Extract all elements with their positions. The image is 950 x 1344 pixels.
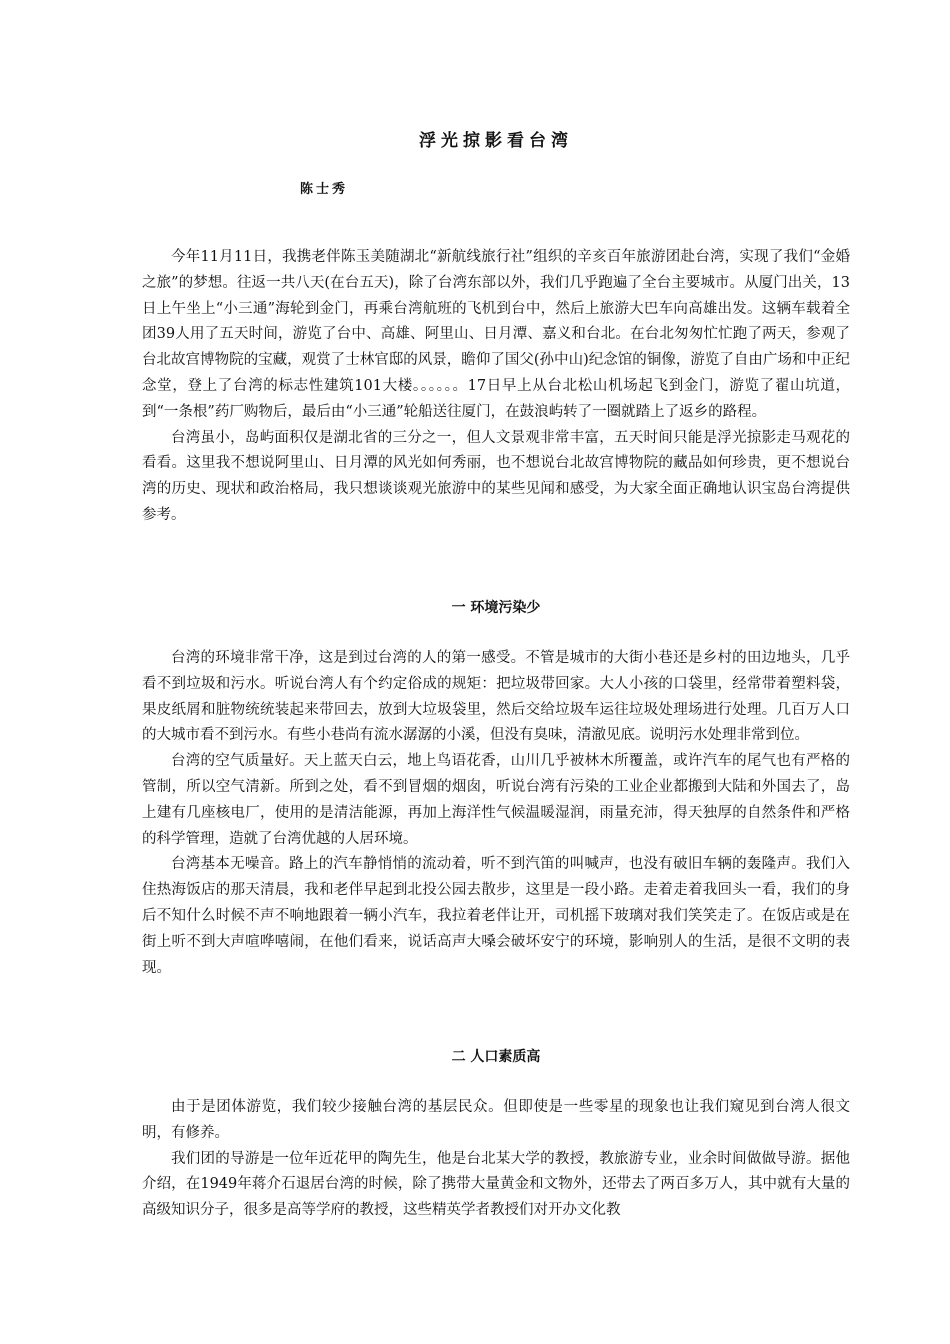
paragraph: 我们团的导游是一位年近花甲的陶先生，他是台北某大学的教授，教旅游专业，业余时间做做导游。据他介绍，在1949年蒋介石退居台湾的时候，除了携带大量黄金和文物外，还带去了两百多万人，其中就有大量的高级知识分子，很多是高等学府的教授，这些精英学者教授们对开办文化教 — [142, 1150, 850, 1219]
paragraph: 台湾的空气质量好。天上蓝天白云，地上鸟语花香，山川几乎被林木所覆盖，或许汽车的尾气也有严格的管制，所以空气清新。所到之处，看不到冒烟的烟囱，听说台湾有污染的工业企业都搬到大陆和外国去了，岛上建有几座核电厂，使用的是清洁能源，再加上海洋性气候温暖湿润，雨量充沛，得天独厚的自然条件和严格的科学管理，造就了台湾优越的人居环境。 — [142, 753, 850, 847]
paragraph: 台湾虽小，岛屿面积仅是湖北省的三分之一，但人文景观非常丰富，五天时间只能是浮光掠影走马观花的看看。这里我不想说阿里山、日月潭的风光如何秀丽，也不想说台北故宫博物院的藏品如何珍贵，更不想说台湾的历史、现状和政治格局，我只想谈谈观光旅游中的某些见闻和感受，为大家全面正确地认识宝岛台湾提供参考。 — [142, 429, 850, 523]
author-name: 陈士秀 — [300, 182, 349, 197]
paragraph: 今年11月11日，我携老伴陈玉美随湖北“新航线旅行社”组织的辛亥百年旅游团赴台湾，实现了我们“金婚之旅”的梦想。往返一共八天(在台五天)，除了台湾东部以外，我们几乎跑遍了全台主要城市。从厦门出关，13日上午坐上“小三通”海轮到金门，再乘台湾航班的飞机到台中，然后上旅游大巴车向高雄出发。这辆车载着全团39人用了五天时间，游览了台中、高雄、阿里山、日月潭、嘉义和台北。在台北匆匆忙忙跑了两天，参观了台北故宫博物院的宝藏，观赏了士林官邸的风景，瞻仰了国父(孙中山)纪念馆的铜像，游览了自由广场和中正纪念堂，登上了台湾的标志性建筑101大楼。。。。。。17日早上从台北松山机场起飞到金门，游览了翟山坑道，到“一条根”药厂购物后，最后由“小三通”轮船送往厦门，在鼓浪屿转了一圈就踏上了返乡的路程。 — [142, 249, 850, 420]
section-population — [142, 1095, 850, 1224]
paragraph: 台湾基本无噪音。路上的汽车静悄悄的流动着，听不到汽笛的叫喊声，也没有破旧车辆的轰隆声。我们入住热海饭店的那天清晨，我和老伴早起到北投公园去散步，这里是一段小路。走着走着我回头一看，我们的身后不知什么时候不声不响地跟着一辆小汽车，我拉着老伴让开，司机摇下玻璃对我们笑笑走了。在饭店或是在街上听不到大声喧哗嘻闹，在他们看来，说话高声大嗓会破坏安宁的环境，影响别人的生活，是很不文明的表现。 — [142, 856, 850, 976]
section-environment — [142, 646, 850, 981]
paragraph: 由于是团体游览，我们较少接触台湾的基层民众。但即使是一些零星的现象也让我们窥见到台湾人很文明，有修养。 — [142, 1099, 850, 1141]
section-heading-environment: 一 环境污染少 — [451, 600, 541, 616]
intro-section — [142, 245, 850, 529]
section-heading-population: 二 人口素质高 — [451, 1049, 541, 1065]
paragraph: 台湾的环境非常干净，这是到过台湾的人的第一感受。不管是城市的大街小巷还是乡村的田边地头，几乎看不到垃圾和污水。听说台湾人有个约定俗成的规矩：把垃圾带回家。大人小孩的口袋里，经常带着塑料袋，果皮纸屑和脏物统统装起来带回去，放到大垃圾袋里，然后交给垃圾车运往垃圾处理场进行处理。几百万人口的大城市看不到污水。有些小巷尚有流水潺潺的小溪，但没有臭味，清澈见底。说明污水处理非常到位。 — [142, 650, 850, 744]
document-title: 浮光掠影看台湾 — [419, 131, 573, 151]
